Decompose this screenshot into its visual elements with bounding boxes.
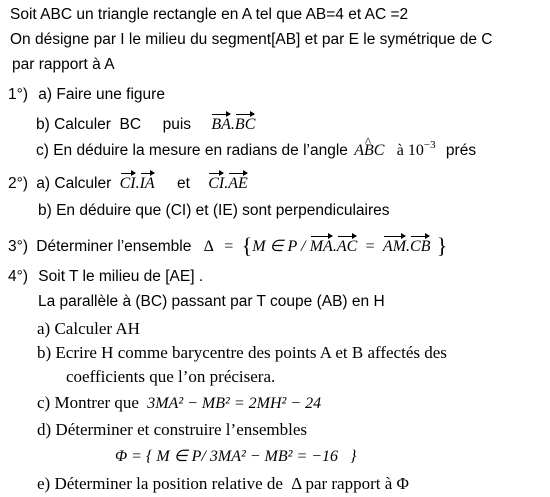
q2-a-et: et [176, 175, 190, 192]
precision-exponent: −3 [423, 138, 436, 151]
vector-bc: BC [235, 113, 255, 135]
angle-vertex-c: C [373, 142, 385, 159]
vector-ia: IA [140, 172, 155, 194]
q3-product-1 [310, 238, 358, 255]
vector-ac: AC [337, 235, 357, 257]
q4-e-mid: par rapport à [305, 474, 393, 493]
angle-vertex-a: A [354, 142, 365, 159]
vector-ba: BA [211, 113, 231, 135]
phi-definition [115, 447, 356, 467]
q1-b-line [36, 113, 255, 135]
q4-d-line: d) Déterminer et construire l’ensembles [37, 420, 308, 439]
equals-sign: = [224, 238, 234, 255]
q2-a-line [8, 172, 248, 194]
vector-cb: CB [410, 235, 430, 257]
q2-a-product-1 [120, 175, 155, 192]
q4-line-2: La parallèle à (BC) passant par T coupe (AB) en H [38, 293, 385, 310]
dot-operator: . [406, 238, 411, 255]
intro-line-3: par rapport à A [12, 56, 115, 73]
angle-vertex-b: B ^ [364, 141, 374, 161]
intro-line-1: Soit ABC un triangle rectangle en A tel que AB=4 et AC =2 [10, 6, 409, 23]
angle-abc [354, 142, 384, 159]
q4-number: 4°) [8, 268, 28, 285]
q2-number: 2°) [8, 175, 28, 192]
q3-product-2 [383, 238, 431, 255]
q3-line [8, 235, 447, 257]
q3-number: 3°) [8, 238, 28, 255]
q4-e-line [37, 474, 409, 494]
q3-text: Déterminer l’ensemble [36, 238, 192, 255]
q1-number: 1°) [8, 86, 28, 103]
vector-ci: CI [120, 172, 136, 194]
vector-ci: CI [208, 172, 224, 194]
q4-text-1: Soit T le milieu de [AE] . [38, 268, 204, 285]
q2-a-product-2 [208, 175, 248, 192]
q2-a-text: a) Calculer [36, 175, 112, 192]
intro-line-2: On désigne par I le milieu du segment[AB] et par E le symétrique de C [10, 31, 493, 48]
q1-a-text: a) Faire une figure [38, 86, 165, 103]
dot-operator: . [135, 175, 140, 192]
q4-e-text: e) Déterminer la position relative de [37, 474, 283, 493]
q4-line-1 [8, 267, 203, 287]
phi-symbol: Φ [396, 474, 409, 493]
vector-am: AM [383, 235, 406, 257]
q4-b-line-1: b) Ecrire H comme barycentre des points A et B affectés des [37, 343, 447, 362]
precision-base: à 10 [396, 142, 424, 159]
open-brace: { [241, 233, 253, 258]
vector-ma: MA [310, 235, 333, 257]
q1-c-tail: prés [445, 142, 477, 159]
q4-c-text: c) Montrer que [37, 393, 139, 412]
delta-symbol: Δ [203, 238, 214, 255]
close-brace: } [436, 233, 448, 258]
q2-b-line: b) En déduire que (CI) et (IE) sont perpendiculaires [38, 202, 390, 219]
q4-b-line-2: coefficients que l’on précisera. [66, 367, 276, 386]
delta-symbol: Δ [291, 474, 302, 493]
q1-b-text: b) Calculer BC puis [36, 116, 192, 133]
equals-sign: = [365, 238, 375, 255]
q1-a-line [8, 85, 165, 105]
dot-operator: . [224, 175, 229, 192]
q4-c-formula: 3MA² − MB² = 2MH² − 24 [147, 395, 322, 412]
q4-a-line: a) Calculer AH [37, 319, 140, 338]
dot-operator: . [332, 238, 337, 255]
dot-operator: . [230, 116, 235, 133]
q4-c-line [37, 393, 321, 414]
phi-set: Φ = { M ∈ P/ 3MA² − MB² = −16 } [115, 448, 357, 465]
q1-b-vector-product [211, 116, 255, 133]
vector-ae: AE [228, 172, 248, 194]
set-condition: M ∈ P / [252, 238, 306, 255]
q1-c-line [36, 138, 477, 161]
precision [396, 138, 436, 159]
q1-c-text: c) En déduire la mesure en radians de l’angle [36, 142, 348, 159]
